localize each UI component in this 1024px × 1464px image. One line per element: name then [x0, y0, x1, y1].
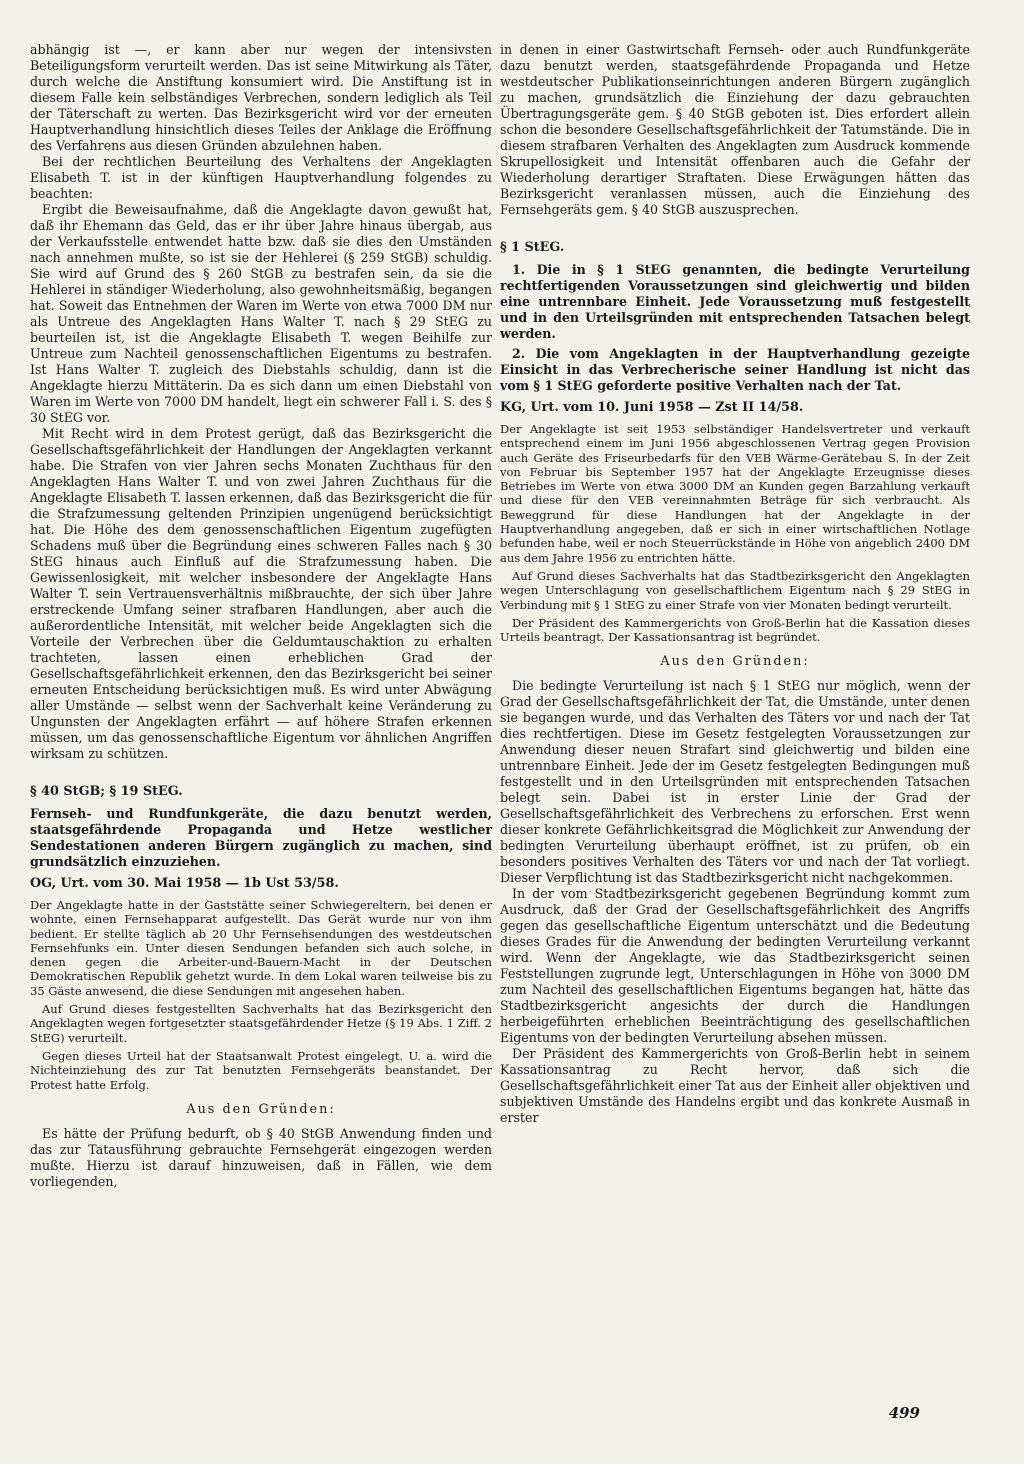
- headnote: 2. Die vom Angeklagten in der Hauptverhandlung gezeigte Einsicht in das Verbrecherische seiner Handlung ist nicht das vom § 1 StEG geforderte positive Verhalten nach der Tat.: [500, 346, 970, 393]
- court-citation: OG, Urt. vom 30. Mai 1958 — 1b Ust 53/58.: [30, 876, 339, 891]
- court-citation: KG, Urt. vom 10. Juni 1958 — Zst II 14/58.: [500, 400, 804, 415]
- paragraph: Ergibt die Beweisaufnahme, daß die Angeklagte davon gewußt hat, daß ihr Ehemann das Geld, das er ihr über Jahre hinaus übergab, aus der Verkaufsstelle entwendet hatte bzw. daß sie dies den Umständen nach annehmen mußte, so ist sie der Hehlerei (§ 259 StGB) schuldig. Sie wird auf Grund des § 260 StGB zu bestrafen sein, da sie die Hehlerei in ständiger Wiederholung, also gewohnheitsmäßig, begangen hat. Soweit das Entnehmen der Waren im Werte von etwa 7000 DM nur als Untreue des Angeklagten Hans Walter T. nach § 29 StEG zu beurteilen ist, ist die Angeklagte Elisabeth T. wegen Beihilfe zur Untreue zum Nachteil genossenschaftlichen Eigentums zu bestrafen. Ist Hans Walter T. zugleich des Diebstahls schuldig, dann ist die Angeklagte hierzu Mittäterin. Da es sich dann um einen Diebstahl von Waren im Werte von 7000 DM handelt, liegt ein schwerer Fall i. S. des § 30 StEG vor.: [30, 202, 492, 425]
- left-column: [30, 42, 492, 1190]
- paragraph: in denen in einer Gastwirtschaft Fernseh- oder auch Rundfunkgeräte dazu benutzt werden, staatsgefährdende Propaganda und Hetze westdeutscher Publikationseinrichtungen anderen Bürgern zugänglich zu machen, grundsätzlich die Einziehung der dazu gebrauchten Übertragungsgeräte gem. § 40 StGB geboten ist. Dies erfordert allein schon die besondere Gesellschaftsgefährlichkeit der Tatumstände. Die in diesem strafbaren Verhalten des Angeklagten zum Ausdruck kommende Skrupellosigkeit und Intensität offenbaren auch die Gefahr der Wiederholung derartiger Straftaten. Diese Erwägungen hätten das Bezirksgericht veranlassen müssen, auch die Einziehung des Fernsehgeräts gem. § 40 StGB auszusprechen.: [500, 42, 970, 217]
- section-heading: § 40 StGB; § 19 StEG.: [30, 784, 183, 799]
- section-heading: § 1 StEG.: [500, 240, 565, 255]
- page-number: 499: [888, 1404, 920, 1422]
- paragraph: In der vom Stadtbezirksgericht gegebenen Begründung kommt zum Ausdruck, daß der Grad der Gesellschaftsgefährlichkeit des Angriffs gegen das gesellschaftliche Eigentum unterschätzt und die Bedeutung dieses Grades für die Anwendung der bedingten Verurteilung verkannt wird. Wenn der Angeklagte, wie das Stadtbezirksgericht seinen Feststellungen zugrunde legt, Unterschlagungen in Höhe von 3000 DM zum Nachteil des gesellschaftlichen Eigentums begangen hat, hätte das Stadtbezirksgericht angesichts der durch die Handlungen herbeigeführten erheblichen Beeinträchtigung des gesellschaftlichen Eigentums von der bedingten Verurteilung absehen müssen.: [500, 886, 970, 1046]
- right-column: [500, 42, 970, 1126]
- facts-paragraph: Auf Grund dieses Sachverhalts hat das Stadtbezirksgericht den Angeklagten wegen Unterschlagung von gesellschaftlichem Eigentum nach § 29 StEG in Verbindung mit § 1 StEG zu einer Strafe von vier Monaten bedingt verurteilt.: [500, 568, 970, 612]
- paragraph: Bei der rechtlichen Beurteilung des Verhaltens der Angeklagten Elisabeth T. ist in der künftigen Hauptverhandlung folgendes zu beachten:: [30, 154, 492, 201]
- facts-paragraph: Auf Grund dieses festgestellten Sachverhalts hat das Bezirksgericht den Angeklagten wegen fortgesetzter staatsgefährdender Hetze (§ 19 Abs. 1 Ziff. 2 StEG) verurteilt.: [30, 1002, 492, 1045]
- reasons-heading: Aus den Gründen:: [660, 654, 810, 670]
- paragraph: Der Präsident des Kammergerichts von Groß-Berlin hebt in seinem Kassationsantrag zu Recht hervor, daß sich die Gesellschaftsgefährlichkeit einer Tat aus der Einheit aller objektiven und subjektiven Umstände des Handelns ergibt und das konkrete Ausmaß in erster: [500, 1046, 970, 1126]
- reasons-heading: Aus den Gründen:: [186, 1101, 336, 1117]
- headnote: 1. Die in § 1 StEG genannten, die bedingte Verurteilung rechtfertigenden Voraussetzungen sind gleichwertig und bilden eine untrennbare Einheit. Jede Voraussetzung muß festgestellt und in den Urteilsgründen mit entsprechenden Tatsachen belegt werden.: [500, 262, 970, 341]
- paragraph: abhängig ist —, er kann aber nur wegen der intensivsten Beteiligungsform verurteilt werden. Das ist seine Mitwirkung als Täter, durch welche die Anstiftung konsumiert wird. Die Anstiftung ist in diesem Falle kein selbständiges Verbrechen, sondern lediglich als Teil der Täterschaft zu werten. Das Bezirksgericht wird vor der erneuten Hauptverhandlung hinsichtlich dieses Teiles der Anklage die Eröffnung des Verfahrens aus diesen Gründen abzulehnen haben.: [30, 42, 492, 153]
- paragraph: Die bedingte Verurteilung ist nach § 1 StEG nur möglich, wenn der Grad der Gesellschaftsgefährlichkeit der Tat, die Umstände, unter denen sie begangen wurde, und das Verhalten des Täters vor und nach der Tat dies rechtfertigen. Diese im Gesetz festgelegten Voraussetzungen zur Anwendung dieser neuen Strafart sind gleichwertig und bilden eine untrennbare Einheit. Jede der im Gesetz festgelegten Bedingungen muß festgestellt und in den Urteilsgründen mit entsprechenden Tatsachen belegt sein. Dabei ist in erster Linie der Grad der Gesellschaftsgefährlichkeit des Verbrechens zu erforschen. Erst wenn dieser konkrete Gefährlichkeitsgrad die Möglichkeit zur Anwendung der bedingten Verurteilung überhaupt eröffnet, ist zu prüfen, ob ein besonders positives Verhalten des Täters vor und nach der Tat vorliegt. Dieser Verpflichtung ist das Stadtbezirksgericht nicht nachgekommen.: [500, 678, 970, 886]
- facts-paragraph: Der Angeklagte ist seit 1953 selbständiger Handelsvertreter und verkauft entsprechend einem im Juni 1956 abgeschlossenen Vertrag gegen Provision auch Geräte des Friseurbedarfs für den VEB Wärme-Gerätebau S. In der Zeit von Februar bis September 1957 hat der Angeklagte Erzeugnisse dieses Betriebes im Werte von etwa 3000 DM an Kunden gegen Barzahlung verkauft und diese für den VEB vereinnahmten Beträge für sich verbraucht. Als Beweggrund für diese Handlungen hat der Angeklagte in der Hauptverhandlung angegeben, daß er sich in einer wirtschaftlichen Notlage befunden habe, weil er noch Steuerrückstände in Höhe von angeblich 2400 DM aus dem Jahre 1956 zu entrichten hätte.: [500, 422, 970, 565]
- headnote: Fernseh- und Rundfunkgeräte, die dazu benutzt werden, staatsgefährdende Propaganda und Hetze westlicher Sendestationen anderen Bürgern zugänglich zu machen, sind grundsätzlich einzuziehen.: [30, 806, 492, 869]
- paragraph: Mit Recht wird in dem Protest gerügt, daß das Bezirksgericht die Gesellschaftsgefährlichkeit der Handlungen der Angeklagten verkannt habe. Die Strafen von vier Jahren sechs Monaten Zuchthaus für den Angeklagten Hans Walter T. und von zwei Jahren Zuchthaus für die Angeklagte Elisabeth T. lassen erkennen, daß das Bezirksgericht die für die Strafzumessung geltenden Prinzipien ungenügend berücksichtigt hat. Die Höhe des dem genossenschaftlichen Eigentum zugefügten Schadens muß über die Begründung eines schweren Falles nach § 30 StEG hinaus auch Einfluß auf die Strafzumessung haben. Die Gewissenlosigkeit, mit welcher insbesondere der Angeklagte Hans Walter T. sein Vertrauensverhältnis mißbrauchte, der sich über Jahre erstreckende Umfang seiner strafbaren Handlungen, aber auch die außerordentliche Intensität, mit welcher beide Angeklagten sich die Vorteile der Verbrechen über die Geldumtauschaktion zu erhalten trachteten, lassen einen erheblichen Grad der Gesellschaftsgefährlichkeit erkennen, den das Bezirksgericht bei seiner erneuten Entscheidung berücksichtigen muß. Es wird unter Abwägung aller Umstände — selbst wenn der Sachverhalt keine Veränderung zu Ungunsten der Angeklagten erfährt — auf höhere Strafen erkennen müssen, um das genossenschaftliche Eigentum vor ähnlichen Angriffen wirksam zu schützen.: [30, 426, 492, 761]
- facts-paragraph: Der Angeklagte hatte in der Gaststätte seiner Schwiegereltern, bei denen er wohnte, einen Fernsehapparat aufgestellt. Das Gerät wurde nur von ihm bedient. Er stellte täglich ab 20 Uhr Fernsehsendungen des westdeutschen Fernsehfunks ein. Unter diesen Sendungen befanden sich auch solche, in denen gegen die Arbeiter-und-Bauern-Macht in der Deutschen Demokratischen Republik gehetzt wurde. In dem Lokal waren teilweise bis zu 35 Gäste anwesend, die diese Sendungen mit angesehen haben.: [30, 898, 492, 998]
- facts-paragraph: Gegen dieses Urteil hat der Staatsanwalt Protest eingelegt. U. a. wird die Nichteinziehung des zur Tat benutzten Fernsehgeräts beanstandet. Der Protest hatte Erfolg.: [30, 1048, 492, 1092]
- facts-paragraph: Der Präsident des Kammergerichts von Groß-Berlin hat die Kassation dieses Urteils beantragt. Der Kassationsantrag ist begründet.: [500, 615, 970, 645]
- paragraph: Es hätte der Prüfung bedurft, ob § 40 StGB Anwendung finden und das zur Tatausführung gebrauchte Fernsehgerät eingezogen werden mußte. Hierzu ist darauf hinzuweisen, daß in Fällen, wie dem vorliegenden,: [30, 1125, 492, 1189]
